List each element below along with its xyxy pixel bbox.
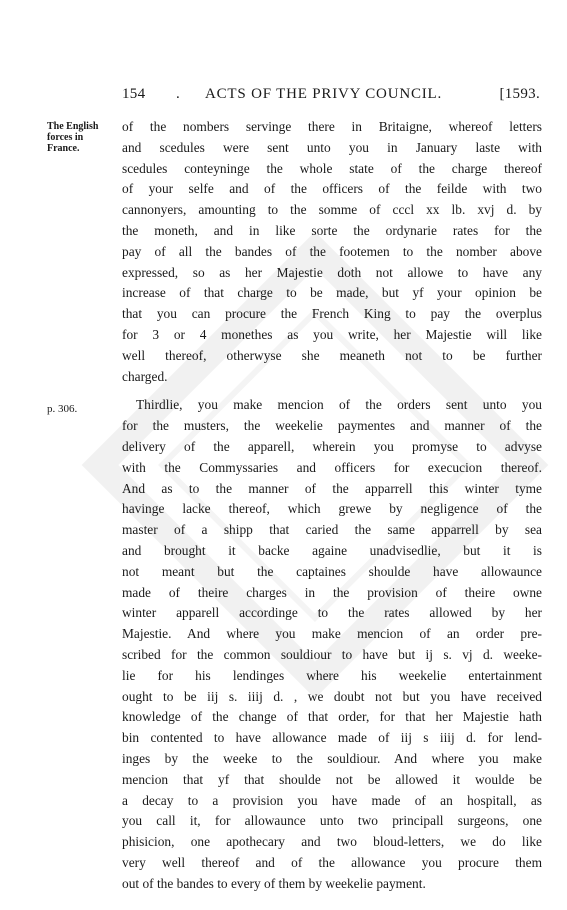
marginal-note — [47, 121, 117, 154]
text-line: inges by the weeke to the souldiour. And where you make — [122, 750, 542, 766]
text-line: cannonyers, amounting to the somme of cccl xx lb. xvj d. by — [122, 202, 542, 218]
text-line: Thirdlie, you make mencion of the orders sent unto you — [136, 397, 542, 413]
text-line: havinge lacke thereof, which grewe by negligence of the — [122, 501, 542, 517]
text-line: mencion that yf that shoulde not be allowed it woulde be — [122, 771, 542, 787]
text-line: delivery of the apparell, wherein you promyse to advyse — [122, 438, 542, 454]
text-line: out of the bandes to every of them by weekelie payment. — [122, 875, 426, 891]
text-line: And as to the manner of the apparrell this winter tyme — [122, 480, 542, 496]
header-year: [1593. — [499, 86, 540, 102]
text-line: for the musters, the weekelie paymentes and manner of the — [122, 418, 542, 434]
running-title: ACTS OF THE PRIVY COUNCIL. — [205, 86, 443, 102]
body-text — [122, 117, 542, 894]
paragraph — [122, 117, 542, 387]
text-line: lie for his lendinges where his weekelie entertainment — [122, 667, 542, 683]
marginal-note-line: The English — [47, 121, 99, 132]
text-line: winter apparell accordinge to the rates allowed by her — [122, 605, 542, 621]
text-line: increase of that charge to be made, but yf your opinion be — [122, 285, 542, 301]
text-line: very well thereof and of the allowance you procure them — [122, 854, 542, 870]
marginal-note-line: forces in — [47, 132, 84, 143]
text-line: with the Commyssaries and officers for execucion thereof. — [122, 459, 542, 475]
text-line: for 3 or 4 monethes as you write, her Majestie will like — [122, 326, 542, 342]
text-line: scedules conteyninge the whole state of the charge thereof — [122, 160, 542, 176]
text-line: of your selfe and of the officers of the feilde with two — [122, 181, 542, 197]
text-line: Majestie. And where you make mencion of an order pre- — [122, 626, 542, 642]
text-line: and brought it backe againe unadvisedlie, but it is — [122, 542, 542, 558]
text-line: made of theire charges in the provision of theire owne — [122, 584, 542, 600]
text-line: pay of all the bandes of the footemen to the nomber above — [122, 243, 542, 259]
marginal-note-line: France. — [47, 143, 80, 154]
page-number: 154 — [122, 86, 146, 102]
text-line: phisicion, one apothecary and two bloud-letters, we do like — [122, 834, 542, 850]
running-header — [122, 86, 540, 104]
paragraph — [122, 395, 542, 894]
text-line: that you can procure the French King to pay the overplus — [122, 306, 542, 322]
text-line: ought to be iij s. iiij d. , we doubt not but you have received — [122, 688, 542, 704]
text-line: well thereof, otherwyse she meaneth not to be further — [122, 347, 542, 363]
text-line: knowledge of the change of that order, for that her Majestie hath — [122, 709, 542, 725]
text-line: master of a shipp that caried the same apparrell by sea — [122, 522, 542, 538]
page-reference-note: p. 306. — [47, 403, 78, 415]
text-line: charged. — [122, 368, 168, 384]
text-line: expressed, so as her Majestie doth not allowe to have any — [122, 264, 542, 280]
text-line: and scedules were sent unto you in January laste with — [122, 139, 542, 155]
text-line: the moneth, and in like sorte the ordynarie rates for the — [122, 222, 542, 238]
header-dot: . — [176, 86, 181, 102]
text-line: not meant but the captaines shoulde have allowaunce — [122, 563, 542, 579]
text-line: of the nombers servinge there in Britaigne, whereof letters — [122, 119, 542, 134]
text-line: bin contented to have allowance made of iij s iiij d. for lend- — [122, 730, 542, 746]
text-line: scribed for the common souldiour to have but ij s. vj d. weeke- — [122, 646, 542, 662]
text-line: a decay to a provision you have made of an hospitall, as — [122, 792, 542, 808]
text-line: you call it, for allowaunce unto two principall surgeons, one — [122, 813, 542, 829]
